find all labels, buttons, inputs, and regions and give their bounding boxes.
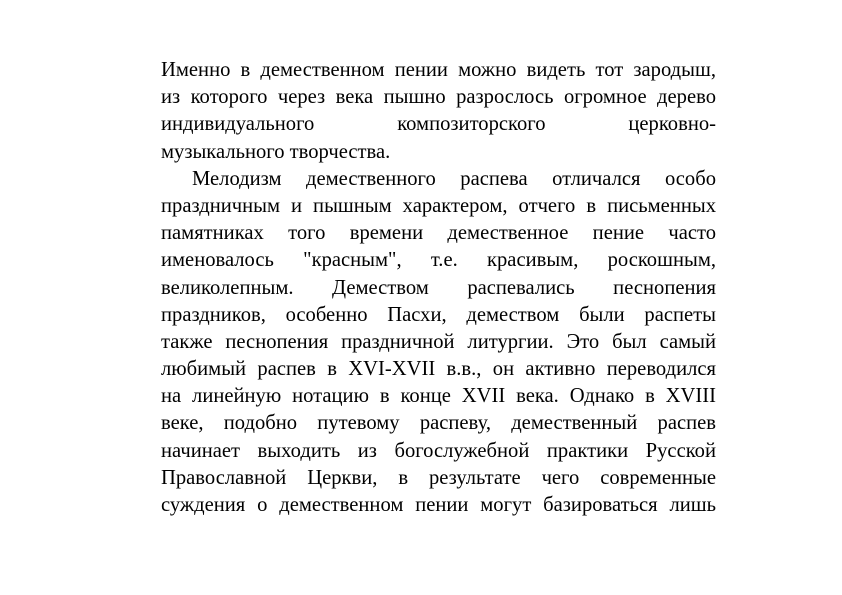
text-line: праздников, особенно Пасхи, демеством были распеты bbox=[161, 303, 716, 326]
text-line: веке, подобно путевому распеву, демественный распев bbox=[161, 412, 716, 435]
text-line: великолепным. Демеством распевались песнопения bbox=[161, 276, 716, 299]
text-line: Именно в демественном пении можно видеть тот зародыш, bbox=[161, 59, 716, 81]
text-line: на линейную нотацию в конце XVII века. Однако в XVIII bbox=[161, 385, 716, 408]
paragraph-1 bbox=[161, 57, 716, 166]
text-line: также песнопения праздничной литургии. Это был самый bbox=[161, 330, 716, 353]
text-line: праздничным и пышным характером, отчего в письменных bbox=[161, 194, 716, 217]
text-line: индивидуального композиторского церковно- bbox=[161, 113, 716, 136]
text-line: музыкального творчества. bbox=[161, 140, 391, 163]
text-block bbox=[161, 57, 716, 519]
text-line: Мелодизм демественного распева отличался особо bbox=[192, 167, 716, 190]
text-line: именовалось "красным", т.е. красивым, роскошным, bbox=[161, 249, 716, 272]
text-line: начинает выходить из богослужебной практики Русской bbox=[161, 439, 716, 462]
text-line: памятниках того времени демественное пение часто bbox=[161, 222, 716, 245]
text-line: из которого через века пышно разрослось огромное дерево bbox=[161, 86, 716, 109]
text-line: суждения о демественном пении могут базироваться лишь bbox=[161, 494, 716, 516]
text-line: любимый распев в XVI-XVII в.в., он активно переводился bbox=[161, 358, 716, 381]
text-line: Православной Церкви, в результате чего современные bbox=[161, 466, 716, 489]
paragraph-2 bbox=[161, 166, 716, 519]
